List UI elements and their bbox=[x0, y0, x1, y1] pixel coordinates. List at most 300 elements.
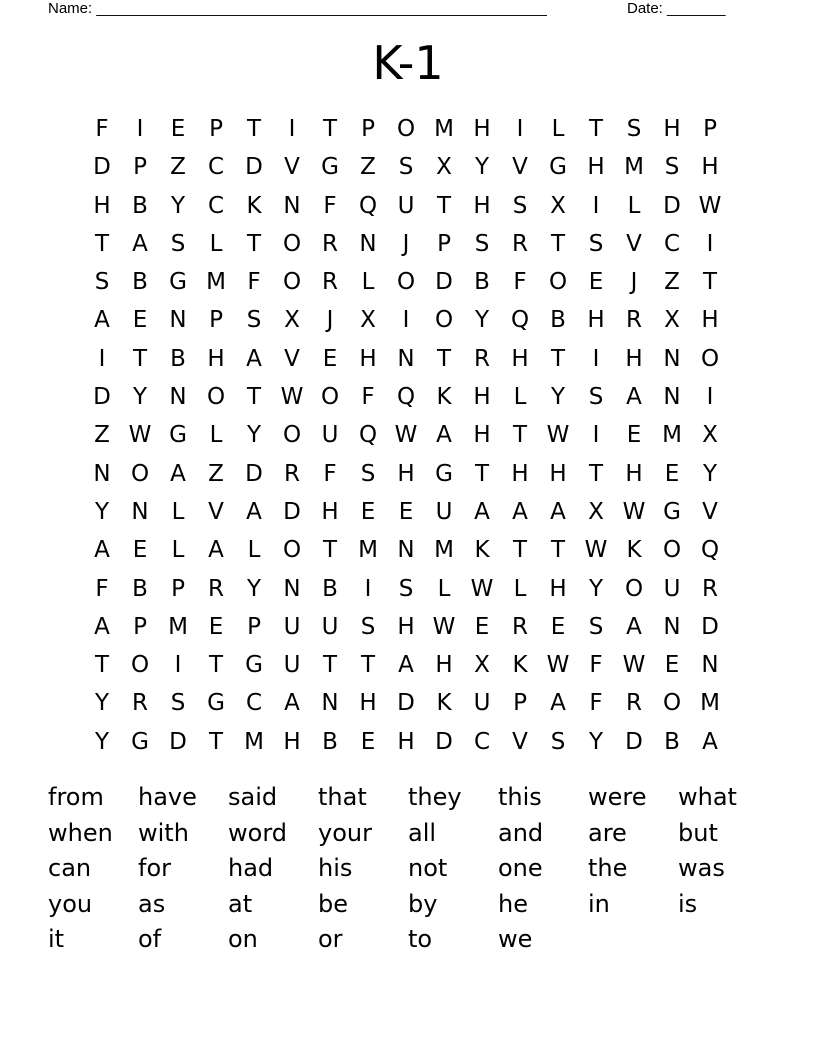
grid-cell: T bbox=[246, 116, 262, 142]
grid-cell: Z bbox=[208, 460, 224, 487]
grid-cell: W bbox=[280, 384, 304, 411]
grid-cell: U bbox=[435, 498, 453, 525]
grid-cell: P bbox=[133, 154, 147, 181]
grid-cell: W bbox=[584, 537, 608, 564]
grid-cell: V bbox=[626, 230, 642, 257]
grid-cell: Y bbox=[94, 498, 110, 525]
grid-cell: N bbox=[663, 613, 681, 640]
grid-cell: O bbox=[130, 652, 150, 679]
grid-cell: H bbox=[435, 652, 453, 679]
grid-cell: P bbox=[513, 690, 527, 717]
word-list-item: at bbox=[228, 889, 253, 918]
grid-cell: F bbox=[323, 192, 337, 219]
grid-cell: O bbox=[396, 116, 416, 142]
grid-cell: W bbox=[698, 192, 722, 219]
word-list-item: what bbox=[678, 783, 737, 811]
grid-cell: S bbox=[170, 690, 186, 717]
grid-cell: C bbox=[473, 728, 491, 755]
grid-cell: A bbox=[702, 728, 718, 755]
grid-cell: O bbox=[700, 345, 720, 372]
grid-cell: I bbox=[402, 307, 410, 334]
grid-cell: W bbox=[546, 652, 570, 679]
grid-cell: R bbox=[626, 690, 642, 717]
word-list-item: in bbox=[588, 889, 610, 918]
grid-cell: D bbox=[245, 154, 263, 181]
grid-cell: N bbox=[131, 498, 149, 525]
grid-cell: E bbox=[398, 498, 414, 525]
grid-cell: I bbox=[98, 345, 106, 372]
grid-cell: E bbox=[588, 269, 604, 296]
grid-cell: W bbox=[622, 652, 646, 679]
grid-cell: A bbox=[246, 498, 262, 525]
word-list-item: was bbox=[678, 854, 725, 882]
grid-cell: T bbox=[702, 269, 718, 296]
grid-cell: E bbox=[132, 307, 148, 334]
grid-cell: N bbox=[169, 384, 187, 411]
grid-cell: P bbox=[171, 575, 185, 602]
grid-cell: T bbox=[550, 537, 566, 564]
grid-cell: R bbox=[512, 613, 528, 640]
grid-cell: D bbox=[397, 690, 415, 717]
grid-cell: K bbox=[436, 384, 452, 411]
grid-cell: F bbox=[95, 116, 109, 142]
grid-cell: D bbox=[663, 192, 681, 219]
grid-cell: T bbox=[436, 192, 452, 219]
grid-cell: M bbox=[168, 613, 188, 640]
grid-cell: H bbox=[625, 345, 643, 372]
grid-cell: G bbox=[207, 690, 225, 717]
grid-cell: B bbox=[132, 575, 148, 602]
grid-cell: G bbox=[169, 422, 187, 449]
grid-cell: A bbox=[626, 384, 642, 411]
grid-cell: B bbox=[132, 269, 148, 296]
grid-cell: D bbox=[245, 460, 263, 487]
grid-cell: K bbox=[474, 537, 490, 564]
grid-cell: O bbox=[282, 422, 302, 449]
word-list-item: they bbox=[408, 783, 462, 811]
grid-cell: A bbox=[208, 537, 224, 564]
grid-cell: N bbox=[283, 192, 301, 219]
grid-cell: I bbox=[592, 422, 600, 449]
word-list bbox=[48, 780, 768, 958]
grid-cell: Q bbox=[358, 422, 378, 449]
word-list-item: can bbox=[48, 854, 92, 882]
header-row bbox=[48, 0, 748, 18]
grid-cell: E bbox=[474, 613, 490, 640]
grid-cell: D bbox=[625, 728, 643, 755]
grid-cell: I bbox=[706, 384, 714, 411]
grid-cell: H bbox=[397, 728, 415, 755]
grid-cell: O bbox=[282, 537, 302, 564]
grid-cell: R bbox=[512, 230, 528, 257]
grid-cell: A bbox=[132, 230, 148, 257]
grid-cell: R bbox=[626, 307, 642, 334]
grid-cell: Z bbox=[94, 422, 110, 449]
grid-cell: M bbox=[434, 537, 454, 564]
grid-cell: R bbox=[702, 575, 718, 602]
grid-cell: S bbox=[360, 460, 376, 487]
grid-cell: O bbox=[624, 575, 644, 602]
grid-cell: X bbox=[284, 307, 300, 334]
grid-cell: A bbox=[94, 537, 110, 564]
word-list-item: when bbox=[48, 818, 113, 847]
grid-cell: Q bbox=[358, 192, 378, 219]
grid-cell: N bbox=[283, 575, 301, 602]
grid-cell: W bbox=[394, 422, 418, 449]
grid-cell: T bbox=[322, 116, 338, 142]
grid-cell: Y bbox=[170, 192, 186, 219]
grid-cell: S bbox=[626, 116, 642, 142]
grid-cell: P bbox=[209, 116, 223, 142]
grid-cell: H bbox=[587, 154, 605, 181]
grid-cell: Y bbox=[246, 575, 262, 602]
grid-cell: A bbox=[550, 498, 566, 525]
grid-cell: W bbox=[432, 613, 456, 640]
grid-cell: B bbox=[132, 192, 148, 219]
grid-cell: N bbox=[663, 345, 681, 372]
grid-cell: R bbox=[322, 230, 338, 257]
grid-cell: T bbox=[246, 384, 262, 411]
grid-cell: C bbox=[207, 154, 225, 181]
grid-cell: H bbox=[511, 345, 529, 372]
grid-cell: W bbox=[622, 498, 646, 525]
grid-cell: P bbox=[437, 230, 451, 257]
grid-cell: N bbox=[169, 307, 187, 334]
grid-cell: E bbox=[170, 116, 186, 142]
word-list-item: have bbox=[138, 783, 197, 811]
grid-cell: P bbox=[703, 116, 717, 142]
grid-cell: E bbox=[664, 652, 680, 679]
grid-cell: Y bbox=[94, 690, 110, 717]
grid-cell: Y bbox=[550, 384, 566, 411]
grid-cell: E bbox=[132, 537, 148, 564]
grid-cell: A bbox=[170, 460, 186, 487]
grid-cell: T bbox=[550, 230, 566, 257]
grid-cell: Z bbox=[360, 154, 376, 181]
grid-cell: T bbox=[512, 537, 528, 564]
grid-cell: N bbox=[663, 384, 681, 411]
grid-cell: G bbox=[663, 498, 681, 525]
grid-cell: M bbox=[700, 690, 720, 717]
grid-cell: L bbox=[171, 498, 185, 525]
word-list-item: said bbox=[228, 783, 278, 811]
grid-cell: Y bbox=[474, 154, 490, 181]
grid-cell: H bbox=[549, 575, 567, 602]
grid-cell: S bbox=[474, 230, 490, 257]
grid-cell: X bbox=[474, 652, 490, 679]
grid-cell: E bbox=[550, 613, 566, 640]
grid-cell: S bbox=[398, 575, 414, 602]
grid-cell: V bbox=[208, 498, 224, 525]
grid-cell: G bbox=[321, 154, 339, 181]
grid-cell: L bbox=[171, 537, 185, 564]
grid-cell: V bbox=[702, 498, 718, 525]
grid-cell: E bbox=[360, 498, 376, 525]
grid-cell: T bbox=[360, 652, 376, 679]
grid-cell: R bbox=[322, 269, 338, 296]
grid-cell: K bbox=[626, 537, 642, 564]
grid-cell: V bbox=[512, 154, 528, 181]
grid-cell: F bbox=[513, 269, 527, 296]
grid-cell: S bbox=[588, 613, 604, 640]
grid-cell: R bbox=[208, 575, 224, 602]
grid-cell: I bbox=[288, 116, 296, 142]
grid-cell: O bbox=[434, 307, 454, 334]
grid-cell: H bbox=[93, 192, 111, 219]
grid-cell: O bbox=[206, 384, 226, 411]
grid-cell: S bbox=[170, 230, 186, 257]
word-list-item: that bbox=[318, 783, 367, 811]
word-list-item: it bbox=[48, 925, 65, 953]
grid-cell: L bbox=[627, 192, 641, 219]
grid-cell: I bbox=[136, 116, 144, 142]
grid-cell: N bbox=[397, 537, 415, 564]
grid-cell: T bbox=[322, 537, 338, 564]
grid-cell: T bbox=[208, 652, 224, 679]
grid-cell: O bbox=[320, 384, 340, 411]
grid-cell: X bbox=[664, 307, 680, 334]
grid-cell: H bbox=[701, 307, 719, 334]
grid-cell: B bbox=[550, 307, 566, 334]
grid-cell: I bbox=[592, 192, 600, 219]
grid-cell: D bbox=[283, 498, 301, 525]
grid-cell: E bbox=[208, 613, 224, 640]
grid-cell: B bbox=[170, 345, 186, 372]
grid-cell: T bbox=[132, 345, 148, 372]
grid-cell: E bbox=[664, 460, 680, 487]
word-list-item: all bbox=[408, 818, 437, 847]
grid-cell: H bbox=[397, 613, 415, 640]
grid-cell: A bbox=[94, 307, 110, 334]
grid-cell: L bbox=[361, 269, 375, 296]
grid-cell: L bbox=[209, 230, 223, 257]
grid-cell: F bbox=[589, 652, 603, 679]
grid-cell: L bbox=[513, 384, 527, 411]
letter-grid bbox=[83, 110, 729, 761]
grid-cell: A bbox=[284, 690, 300, 717]
grid-cell: D bbox=[435, 269, 453, 296]
grid-cell: A bbox=[436, 422, 452, 449]
grid-cell: V bbox=[284, 345, 300, 372]
grid-cell: N bbox=[359, 230, 377, 257]
grid-cell: H bbox=[625, 460, 643, 487]
grid-cell: S bbox=[588, 384, 604, 411]
word-list-item: his bbox=[318, 854, 353, 882]
grid-cell: O bbox=[548, 269, 568, 296]
grid-cell: Y bbox=[246, 422, 262, 449]
grid-cell: H bbox=[473, 384, 491, 411]
grid-cell: T bbox=[246, 230, 262, 257]
grid-cell: L bbox=[209, 422, 223, 449]
grid-cell: O bbox=[662, 690, 682, 717]
grid-cell: V bbox=[284, 154, 300, 181]
grid-cell: F bbox=[589, 690, 603, 717]
grid-cell: K bbox=[436, 690, 452, 717]
grid-cell: S bbox=[360, 613, 376, 640]
grid-cell: E bbox=[626, 422, 642, 449]
grid-cell: F bbox=[247, 269, 261, 296]
grid-cell: M bbox=[624, 154, 644, 181]
grid-cell: T bbox=[436, 345, 452, 372]
word-list-item: to bbox=[408, 925, 433, 953]
grid-cell: J bbox=[326, 307, 334, 334]
grid-cell: M bbox=[358, 537, 378, 564]
word-list-item: and bbox=[498, 818, 544, 847]
word-list-item: from bbox=[48, 783, 104, 811]
grid-cell: B bbox=[322, 575, 338, 602]
grid-cell: C bbox=[245, 690, 263, 717]
grid-cell: W bbox=[128, 422, 152, 449]
grid-cell: Y bbox=[132, 384, 148, 411]
word-list-item: not bbox=[408, 854, 448, 882]
grid-cell: P bbox=[133, 613, 147, 640]
grid-cell: D bbox=[435, 728, 453, 755]
grid-cell: D bbox=[93, 154, 111, 181]
grid-cell: S bbox=[664, 154, 680, 181]
grid-cell: G bbox=[549, 154, 567, 181]
word-list-item: word bbox=[228, 818, 287, 847]
word-list-item: you bbox=[48, 889, 93, 918]
grid-cell: C bbox=[663, 230, 681, 257]
grid-cell: Z bbox=[170, 154, 186, 181]
grid-cell: G bbox=[131, 728, 149, 755]
grid-cell: W bbox=[470, 575, 494, 602]
grid-cell: F bbox=[95, 575, 109, 602]
grid-cell: C bbox=[207, 192, 225, 219]
grid-cell: D bbox=[169, 728, 187, 755]
grid-cell: H bbox=[473, 116, 491, 142]
grid-cell: O bbox=[282, 230, 302, 257]
name-field-label: Name: ______________________________________________________ bbox=[48, 0, 547, 17]
word-list-item: had bbox=[228, 854, 274, 882]
grid-cell: H bbox=[549, 460, 567, 487]
grid-cell: A bbox=[474, 498, 490, 525]
word-list-item: be bbox=[318, 889, 348, 918]
grid-cell: I bbox=[516, 116, 524, 142]
grid-cell: U bbox=[321, 613, 339, 640]
grid-cell: H bbox=[359, 690, 377, 717]
grid-cell: N bbox=[93, 460, 111, 487]
word-list-item: for bbox=[138, 854, 171, 882]
grid-cell: F bbox=[323, 460, 337, 487]
word-list-item: is bbox=[678, 889, 698, 918]
grid-cell: H bbox=[511, 460, 529, 487]
grid-cell: N bbox=[397, 345, 415, 372]
grid-cell: T bbox=[94, 230, 110, 257]
grid-cell: U bbox=[283, 652, 301, 679]
grid-cell: D bbox=[701, 613, 719, 640]
grid-cell: H bbox=[473, 422, 491, 449]
grid-cell: I bbox=[364, 575, 372, 602]
word-list-item: with bbox=[138, 818, 189, 847]
grid-cell: P bbox=[361, 116, 375, 142]
grid-cell: R bbox=[474, 345, 490, 372]
grid-cell: K bbox=[246, 192, 262, 219]
grid-cell: U bbox=[473, 690, 491, 717]
word-list-item: he bbox=[498, 889, 528, 918]
grid-cell: U bbox=[397, 192, 415, 219]
grid-cell: Q bbox=[700, 537, 720, 564]
grid-cell: T bbox=[588, 116, 604, 142]
grid-cell: H bbox=[397, 460, 415, 487]
grid-cell: K bbox=[512, 652, 528, 679]
grid-cell: H bbox=[587, 307, 605, 334]
grid-cell: H bbox=[701, 154, 719, 181]
grid-cell: R bbox=[132, 690, 148, 717]
grid-cell: L bbox=[247, 537, 261, 564]
grid-cell: M bbox=[206, 269, 226, 296]
grid-cell: R bbox=[284, 460, 300, 487]
grid-cell: V bbox=[512, 728, 528, 755]
grid-cell: Q bbox=[510, 307, 530, 334]
grid-cell: Y bbox=[474, 307, 490, 334]
grid-cell: A bbox=[398, 652, 414, 679]
grid-cell: T bbox=[474, 460, 490, 487]
word-list-item: were bbox=[588, 783, 647, 811]
word-list-item: are bbox=[588, 818, 627, 847]
word-list-item: but bbox=[678, 818, 718, 847]
grid-cell: Y bbox=[588, 728, 604, 755]
grid-cell: T bbox=[588, 460, 604, 487]
grid-cell: E bbox=[360, 728, 376, 755]
grid-cell: O bbox=[282, 269, 302, 296]
grid-cell: A bbox=[246, 345, 262, 372]
grid-cell: B bbox=[322, 728, 338, 755]
grid-cell: O bbox=[396, 269, 416, 296]
grid-cell: I bbox=[592, 345, 600, 372]
grid-cell: J bbox=[630, 269, 638, 296]
word-list-item: of bbox=[138, 925, 162, 953]
grid-cell: G bbox=[169, 269, 187, 296]
grid-cell: A bbox=[512, 498, 528, 525]
word-list-item: we bbox=[498, 925, 533, 953]
grid-cell: U bbox=[321, 422, 339, 449]
grid-cell: W bbox=[546, 422, 570, 449]
grid-cell: Z bbox=[664, 269, 680, 296]
grid-cell: I bbox=[706, 230, 714, 257]
grid-cell: X bbox=[436, 154, 452, 181]
grid-cell: P bbox=[209, 307, 223, 334]
grid-cell: A bbox=[626, 613, 642, 640]
grid-cell: L bbox=[551, 116, 565, 142]
grid-cell: T bbox=[512, 422, 528, 449]
grid-cell: N bbox=[321, 690, 339, 717]
word-list-item: your bbox=[318, 818, 372, 847]
grid-cell: G bbox=[245, 652, 263, 679]
word-list-item: one bbox=[498, 854, 543, 882]
grid-cell: H bbox=[663, 116, 681, 142]
grid-cell: S bbox=[94, 269, 110, 296]
grid-cell: S bbox=[588, 230, 604, 257]
page-title: K-1 bbox=[372, 36, 444, 90]
grid-cell: I bbox=[174, 652, 182, 679]
word-list-item: this bbox=[498, 783, 542, 811]
grid-cell: H bbox=[359, 345, 377, 372]
grid-cell: B bbox=[474, 269, 490, 296]
word-list-item: or bbox=[318, 925, 343, 953]
grid-cell: N bbox=[701, 652, 719, 679]
grid-cell: H bbox=[321, 498, 339, 525]
grid-cell: S bbox=[550, 728, 566, 755]
grid-cell: O bbox=[130, 460, 150, 487]
grid-cell: L bbox=[513, 575, 527, 602]
grid-cell: U bbox=[663, 575, 681, 602]
grid-cell: S bbox=[398, 154, 414, 181]
grid-cell: Y bbox=[94, 728, 110, 755]
grid-cell: F bbox=[361, 384, 375, 411]
grid-cell: P bbox=[247, 613, 261, 640]
grid-cell: S bbox=[246, 307, 262, 334]
